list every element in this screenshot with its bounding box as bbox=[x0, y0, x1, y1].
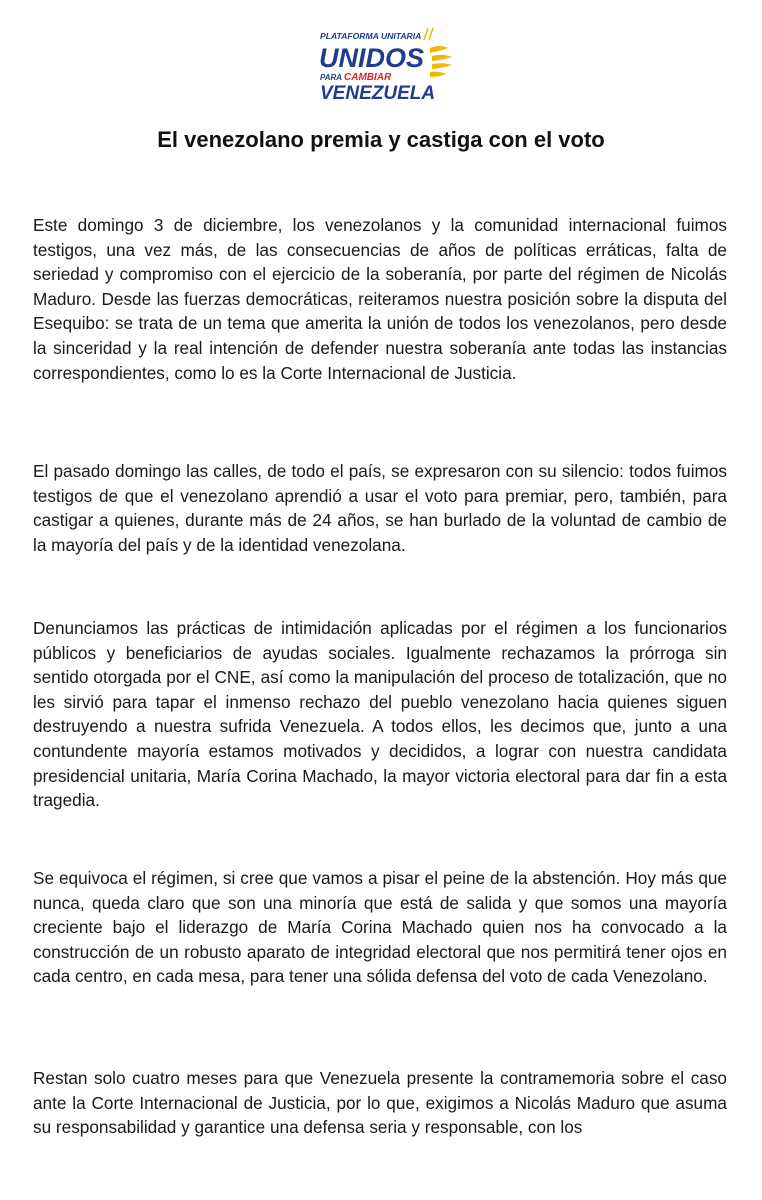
logo-graphic bbox=[312, 26, 462, 106]
paragraph-3: Denunciamos las prácticas de intimidación aplicadas por el régimen a los funcionarios públicos y beneficiarios de ayudas sociales. Igualmente rechazamos la prórroga sin sentido otorgada por el CNE, así como la manipulación del proceso de totalización, que no les sirvió para tapar el inmenso rechazo del pueblo venezolano hacia quienes siguen destruyendo a nuestra sufrida Venezuela. A todos ellos, les decimos que, junto a una contundente mayoría estamos motivados y decididos, a lograr con nuestra candidata presidencial unitaria, María Corina Machado, la mayor victoria electoral para dar fin a esta tragedia. bbox=[33, 618, 727, 811]
logo-accent-stroke bbox=[429, 28, 433, 40]
unidos-logo bbox=[312, 26, 462, 106]
logo-top-line: PLATAFORMA UNITARIA bbox=[320, 31, 422, 41]
logo-flame-icon bbox=[430, 46, 452, 77]
paragraph-5: Restan solo cuatro meses para que Venezuela presente la contramemoria sobre el caso ante la Corte Internacional de Justicia, por lo que, exigimos a Nicolás Maduro que asuma su responsabilidad y garantice una defensa seria y responsable, con los bbox=[33, 1068, 727, 1138]
logo-brand: UNIDOS bbox=[319, 43, 425, 73]
document-title: El venezolano premia y castiga con el voto bbox=[157, 127, 605, 152]
logo-cambiar: CAMBIAR bbox=[344, 72, 392, 83]
paragraph-4: Se equivoca el régimen, si cree que vamos a pisar el peine de la abstención. Hoy más que nunca, queda claro que son una minoría que está de salida y que somos una mayoría creciente bajo el liderazgo de María Corina Machado quien nos ha convocado a la construcción de un robusto aparato de integridad electoral que nos permitirá tener ojos en cada centro, en cada mesa, para tener una sólida defensa del voto de cada Venezolano. bbox=[33, 868, 727, 987]
paragraph-2: El pasado domingo las calles, de todo el país, se expresaron con su silencio: todos fuimos testigos de que el venezolano aprendió a usar el voto para premiar, pero, también, para castigar a quienes, durante más de 24 años, se han burlado de la voluntad de cambio de la mayoría del país y de la identidad venezolana. bbox=[33, 461, 727, 555]
logo-country: VENEZUELA bbox=[320, 83, 436, 104]
paragraph-1: Este domingo 3 de diciembre, los venezolanos y la comunidad internacional fuimos testigos, una vez más, de las consecuencias de años de políticas erráticas, falta de seriedad y compromiso con el ejercicio de la soberanía, por parte del régimen de Nicolás Maduro. Desde las fuerzas democráticas, reiteramos nuestra posición sobre la disputa del Esequibo: se trata de un tema que amerita la unión de todos los venezolanos, pero desde la sinceridad y la real intención de defender nuestra soberanía ante todas las instancias correspondientes, como lo es la Corte Internacional de Justicia. bbox=[33, 215, 727, 383]
logo-para: PARA bbox=[320, 73, 343, 82]
logo-accent-stroke bbox=[424, 28, 428, 40]
